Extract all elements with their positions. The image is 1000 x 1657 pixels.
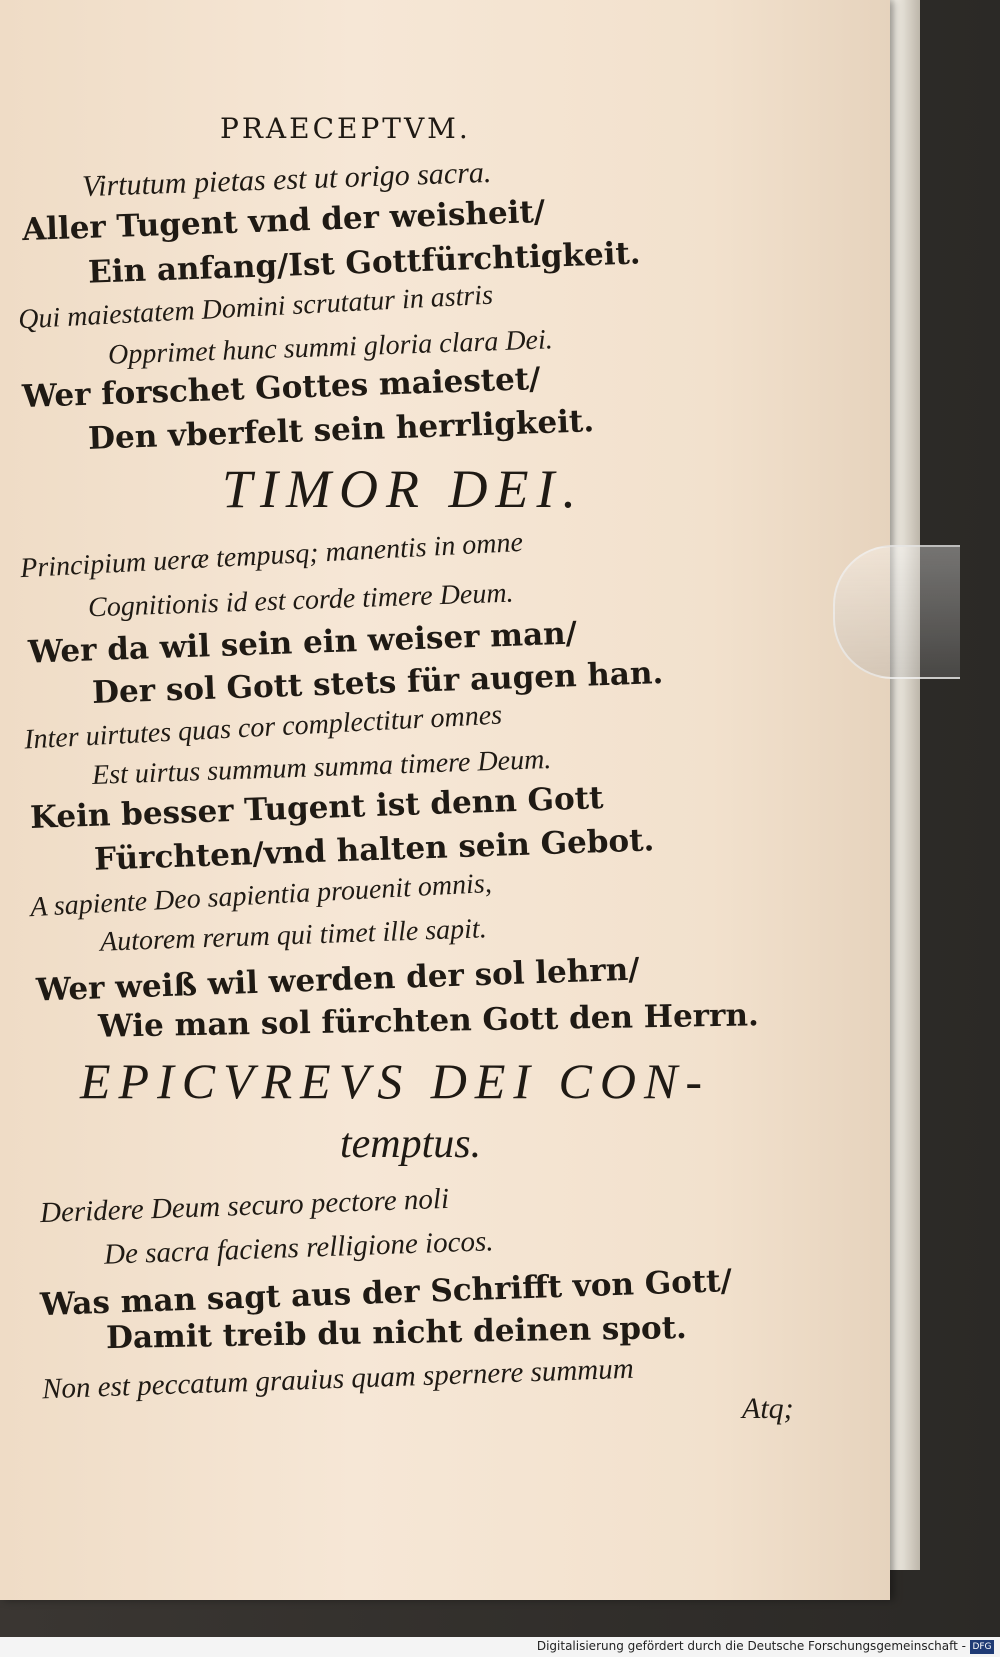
latin-line: Autorem rerum qui timet ille sapit. [99, 913, 488, 958]
latin-line: Qui maiestatem Domini scrutatur in astris [17, 279, 494, 336]
german-line: Wer forschet Gottes maiestet/ [21, 360, 541, 416]
german-line: Wer weiß wil werden der sol lehrn/ [35, 951, 641, 1009]
german-line: Aller Tugent vnd der weisheit/ [21, 193, 546, 249]
german-line: Ein anfang/Ist Gottfürchtigkeit. [87, 235, 642, 291]
german-line: Was man sagt aus der Schrifft von Gott/ [39, 1262, 733, 1324]
latin-line: A sapiente Deo sapientia prouenit omnis, [29, 867, 493, 924]
page-clip [833, 545, 960, 679]
latin-line: Virtutum pietas est ut origo sacra. [81, 155, 492, 204]
german-line: Damit treib du nicht deinen spot. [105, 1309, 688, 1357]
german-line: Wie man sol fürchten Gott den Herrn. [97, 997, 760, 1045]
german-line: Kein besser Tugent ist denn Gott [29, 780, 604, 836]
section-title: TIMOR DEI. [222, 459, 584, 519]
dfg-logo-icon: DFG [970, 1640, 994, 1654]
latin-line: Deridere Deum securo pectore noli [39, 1182, 450, 1230]
latin-line: Opprimet hunc summi gloria clara Dei. [107, 324, 554, 371]
latin-line: De sacra faciens relligione iocos. [103, 1225, 494, 1271]
page-heading: PRAECEPTVM. [220, 112, 471, 145]
section-title-continued: temptus. [340, 1121, 482, 1167]
german-line: Den vberfelt sein herrligkeit. [87, 403, 595, 457]
latin-line: Cognitionis id est corde timere Deum. [87, 577, 515, 624]
german-line: Wer da wil sein ein weiser man/ [27, 615, 578, 671]
footer-credit: Digitalisierung gefördert durch die Deutsche Forschungsgemeinschaft - [536, 1639, 966, 1653]
catchword: Atq; [742, 1392, 794, 1425]
german-line: Fürchten/vnd halten sein Gebot. [93, 822, 655, 878]
latin-line: Principium ueræ tempusq; manentis in omne [19, 526, 524, 585]
latin-line: Est uirtus summum summa timere Deum. [91, 743, 552, 792]
german-line: Der sol Gott stets für augen han. [91, 655, 664, 711]
section-title: EPICVREVS DEI CON- [80, 1053, 711, 1109]
latin-line: Inter uirtutes quas cor complectitur omnes [23, 699, 503, 756]
latin-line: Non est peccatum grauius quam spernere summum [41, 1352, 635, 1406]
